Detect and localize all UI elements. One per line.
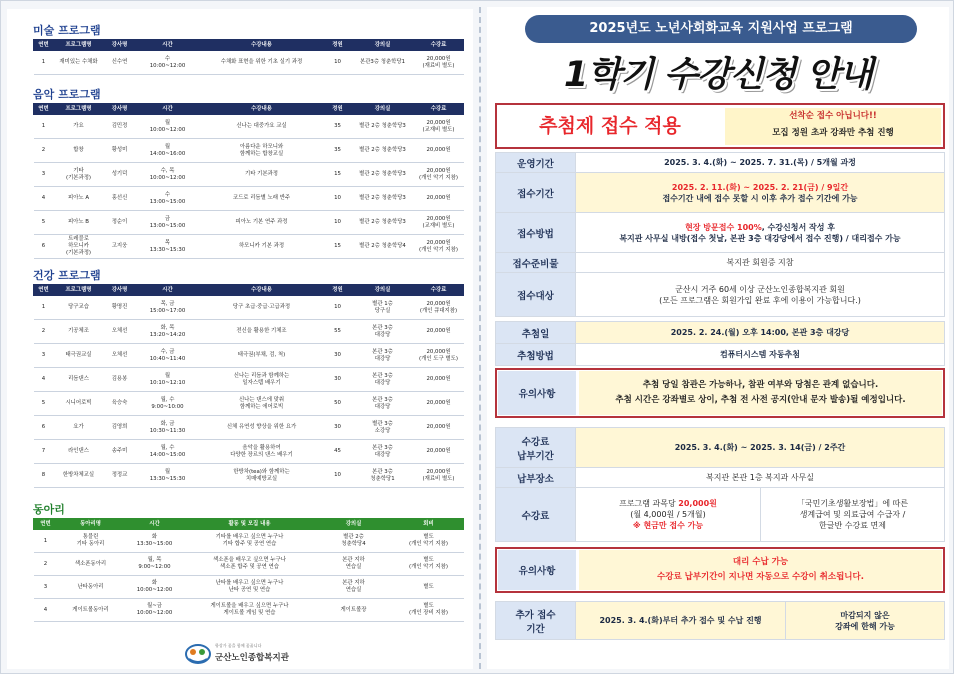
table-cell: 태극권교실 <box>54 344 104 368</box>
table-cell: 월, 목 9:00~12:00 <box>124 553 186 576</box>
table-cell: 황성미 <box>104 139 136 163</box>
table-cell: 오체선 <box>104 344 136 368</box>
extra-period-value: 2025. 3. 4.(화)부터 추가 접수 및 수납 진행 <box>576 602 786 640</box>
table-cell: 가요 <box>54 115 104 139</box>
table-cell: 2 <box>34 139 54 163</box>
music-table <box>33 103 464 259</box>
column-header: 프로그램명 <box>54 104 104 115</box>
notice2-line1: 대리 수납 가능 <box>732 557 789 567</box>
fee-line1: 프로그램 과목당 <box>619 499 679 508</box>
column-header: 강의실 <box>352 104 414 115</box>
table-cell: 한방차(tea)와 함께하는 치매예방교실 <box>200 464 324 488</box>
table-cell: 4 <box>34 368 54 392</box>
table-cell: 오체선 <box>104 320 136 344</box>
table-row <box>34 464 464 488</box>
fee-monthly: (월 4,000원 / 5개월) <box>630 510 706 519</box>
table-cell: 10 <box>324 51 352 75</box>
table-cell: 난타를 배우고 싶으면 누구나 난타 공연 및 연습 <box>186 576 314 599</box>
table-cell: 2 <box>34 320 54 344</box>
table-row <box>34 440 464 464</box>
notice2-line2: 수강료 납부기간이 지나면 자동으로 수강이 취소됩니다. <box>657 572 864 582</box>
column-header: 연번 <box>34 519 58 530</box>
table-cell: 본관 3층 대강당 <box>352 368 414 392</box>
club-table <box>33 518 464 622</box>
table-cell: 30 <box>324 416 352 440</box>
table-row <box>34 51 464 75</box>
table-cell: 황명진 <box>104 296 136 320</box>
table-row <box>34 187 464 211</box>
table-cell: 본관3층 청춘학당1 <box>352 51 414 75</box>
column-header: 강의실 <box>314 519 394 530</box>
raffle-note-line2: 모집 정원 초과 강좌만 추첨 진행 <box>772 128 894 138</box>
info-table-4 <box>495 601 945 640</box>
table-cell: 별관 2층 청춘학당4 <box>314 530 394 553</box>
health-table <box>33 284 464 488</box>
period-value: 2025. 3. 4.(화) ~ 2025. 7. 31.(목) / 5개월 과정 <box>576 153 945 173</box>
table-cell: 20,000원 (개인 악기 지참) <box>414 235 464 259</box>
table-cell: 신나는 댄스에 맞춰 함께하는 에어로빅 <box>200 392 324 416</box>
table-cell: 게이트볼동아리 <box>58 599 124 622</box>
method-line2: 복지관 사무실 내방(접수 첫날, 본관 3층 대강당에서 접수 진행) / 대리접수 가능 <box>619 233 901 243</box>
table-cell: 별관 1층 당구실 <box>352 296 414 320</box>
table-cell: 본관 3층 대강당 <box>352 440 414 464</box>
table-cell: 5 <box>34 392 54 416</box>
table-cell: 4 <box>34 599 58 622</box>
table-cell: 당구교습 <box>54 296 104 320</box>
method-line1: , 수강신청서 작성 후 <box>761 222 835 232</box>
fee-amount: 20,000원 <box>678 499 717 508</box>
table-cell: 월 10:10~12:10 <box>136 368 200 392</box>
table-cell: 50 <box>324 392 352 416</box>
table-cell: 35 <box>324 115 352 139</box>
table-cell: 1 <box>34 530 58 553</box>
fee-cash-note: ※ 현금만 접수 가능 <box>632 521 704 530</box>
table-cell: 본관 지하 연습실 <box>314 576 394 599</box>
table-cell: 본관 지하 연습실 <box>314 553 394 576</box>
column-header: 강의실 <box>352 285 414 296</box>
method-highlight: 현장 방문접수 100% <box>685 222 762 232</box>
table-row <box>34 599 464 622</box>
table-cell: 본관 3층 청춘학당1 <box>352 464 414 488</box>
table-cell: 20,000원 <box>414 139 464 163</box>
table-row <box>34 211 464 235</box>
column-header: 동아리명 <box>58 519 124 530</box>
table-row <box>34 392 464 416</box>
column-header: 시간 <box>136 40 200 51</box>
draw-method-value: 컴퓨터시스템 자동추첨 <box>576 344 945 366</box>
table-cell: 월 13:30~15:30 <box>136 464 200 488</box>
table-row <box>34 416 464 440</box>
table-cell: 라인댄스 <box>54 440 104 464</box>
table-cell: 수채화 표현을 위한 기초 실기 과정 <box>200 51 324 75</box>
table-cell: 별관 2층 청춘학당4 <box>352 235 414 259</box>
column-header: 정원 <box>324 40 352 51</box>
table-cell: 1 <box>34 296 54 320</box>
column-header: 연번 <box>34 40 54 51</box>
extra-period-label: 추가 접수 기간 <box>496 602 576 640</box>
table-cell: 음악을 활용하여 다양한 장르의 댄스 배우기 <box>200 440 324 464</box>
notice2-content <box>579 550 942 590</box>
table-cell: 피아노 A <box>54 187 104 211</box>
method-label: 접수방법 <box>496 213 576 253</box>
logo-name: 군산노인종합복지관 <box>215 653 289 663</box>
payment-place-value: 복지관 본관 1층 복지과 사무실 <box>576 468 945 488</box>
table-cell: 월 10:00~12:00 <box>136 115 200 139</box>
table-cell: 1 <box>34 115 54 139</box>
table-cell: 코드로 리듬별 노래 반주 <box>200 187 324 211</box>
column-header: 강의실 <box>352 40 414 51</box>
table-cell: 10 <box>324 187 352 211</box>
prep-value: 복지관 회원증 지참 <box>576 253 945 273</box>
target-line1: 군산시 거주 60세 이상 군산노인종합복지관 회원 <box>675 284 845 294</box>
table-cell: 본관 3층 대강당 <box>352 320 414 344</box>
table-cell: 목, 금 15:00~17:00 <box>136 296 200 320</box>
health-section-title: 건강 프로그램 <box>33 269 101 282</box>
table-cell: 본관 3층 대강당 <box>352 344 414 368</box>
table-cell: 화 10:00~12:00 <box>124 576 186 599</box>
table-cell: 20,000원 <box>414 320 464 344</box>
table-cell: 수 10:00~12:00 <box>136 51 200 75</box>
column-header: 시간 <box>136 104 200 115</box>
raffle-label: 추첨제 접수 적용 <box>539 115 681 137</box>
table-cell: 55 <box>324 320 352 344</box>
table-cell: 리듬댄스 <box>54 368 104 392</box>
table-cell: 30 <box>324 344 352 368</box>
fee-label: 수강료 <box>496 488 576 542</box>
guide-title: 1학기 수강신청 안내 <box>563 55 873 95</box>
table-cell: 7 <box>34 440 54 464</box>
reception-note: 접수기간 내에 접수 못할 시 이후 추가 접수 기간에 가능 <box>662 193 858 203</box>
table-cell: 별도 (개인 장비 지참) <box>394 599 464 622</box>
table-cell: 신나는 리듬과 함께하는 일자스텝 배우기 <box>200 368 324 392</box>
table-cell: 별관 2층 청춘학당3 <box>352 187 414 211</box>
club-section-title: 동아리 <box>33 503 65 516</box>
table-cell: 10 <box>324 464 352 488</box>
table-cell: 시니어로빅 <box>54 392 104 416</box>
table-row <box>34 344 464 368</box>
column-header: 수강내용 <box>200 285 324 296</box>
table-cell: 한방차체교실 <box>54 464 104 488</box>
column-header: 정원 <box>324 104 352 115</box>
table-cell: 수, 목 10:00~12:00 <box>136 163 200 187</box>
art-section-title: 미술 프로그램 <box>33 24 101 37</box>
table-cell: 월, 수 14:00~15:00 <box>136 440 200 464</box>
raffle-note <box>725 108 941 145</box>
table-cell: 15 <box>324 163 352 187</box>
table-cell: 5 <box>34 211 54 235</box>
target-label: 접수대상 <box>496 273 576 317</box>
column-header: 강사명 <box>104 104 136 115</box>
table-cell: 목 13:30~15:30 <box>136 235 200 259</box>
column-header: 수강료 <box>414 40 464 51</box>
column-header: 수강료 <box>414 104 464 115</box>
table-cell: 전신을 활용한 기체조 <box>200 320 324 344</box>
fee-exempt-line2: 생계급여 및 의료급여 수급자 / <box>799 510 906 519</box>
table-cell: 20,000원 <box>414 392 464 416</box>
table-cell: 별관 2층 청춘학당3 <box>352 211 414 235</box>
table-cell: 신체 유연성 향상을 위한 요가 <box>200 416 324 440</box>
program-list-panel <box>7 9 473 669</box>
table-cell: 10 <box>324 211 352 235</box>
table-cell: 2 <box>34 553 58 576</box>
table-cell: 6 <box>34 235 54 259</box>
table-cell: 트레블로 하모니카 (기본과정) <box>54 235 104 259</box>
table-cell: 색소폰동아리 <box>58 553 124 576</box>
table-cell: 별도 (개인 악기 지참) <box>394 530 464 553</box>
table-cell: 월 14:00~16:00 <box>136 139 200 163</box>
table-cell: 홍선신 <box>104 187 136 211</box>
column-header: 활동 및 모집 내용 <box>186 519 314 530</box>
table-cell: 재미있는 수채화 <box>54 51 104 75</box>
table-cell: 별도 (개인 악기 지참) <box>394 553 464 576</box>
table-cell: 30 <box>324 368 352 392</box>
table-cell: 김영희 <box>104 416 136 440</box>
table-cell: 10 <box>324 296 352 320</box>
table-cell: 정순이 <box>104 211 136 235</box>
table-cell: 수 13:00~15:00 <box>136 187 200 211</box>
table-cell: 35 <box>324 139 352 163</box>
table-cell: 월~금 10:00~12:00 <box>124 599 186 622</box>
table-cell: 통블린 기타 동아리 <box>58 530 124 553</box>
table-cell: 합창 <box>54 139 104 163</box>
column-header: 회비 <box>394 519 464 530</box>
table-row <box>34 368 464 392</box>
column-header: 정원 <box>324 285 352 296</box>
draw-method-label: 추첨방법 <box>496 344 576 366</box>
table-cell: 본관 3층 대강당 <box>352 392 414 416</box>
art-table <box>33 39 464 75</box>
table-cell: 신수연 <box>104 51 136 75</box>
table-cell: 난타동아리 <box>58 576 124 599</box>
column-header: 수강내용 <box>200 40 324 51</box>
table-row <box>34 235 464 259</box>
column-header: 프로그램명 <box>54 40 104 51</box>
table-cell: 요가 <box>54 416 104 440</box>
reception-label: 접수기간 <box>496 173 576 213</box>
extra-period-note: 마감되지 않은 강좌에 한해 가능 <box>786 602 945 640</box>
notice1-content <box>579 371 942 415</box>
table-row <box>34 553 464 576</box>
payment-period-value: 2025. 3. 4.(화) ~ 2025. 3. 14(금) / 2주간 <box>576 428 945 468</box>
table-cell: 20,000원 (교재비 별도) <box>414 211 464 235</box>
info-table-2 <box>495 321 945 366</box>
table-cell: 별관 2층 청춘학당3 <box>352 139 414 163</box>
table-cell: 월, 수 9:00~10:00 <box>136 392 200 416</box>
table-cell: 아름다운 하모니와 함께하는 합창교실 <box>200 139 324 163</box>
draw-date-value: 2025. 2. 24.(월) 오후 14:00, 본관 3층 대강당 <box>576 322 945 344</box>
table-cell: 3 <box>34 163 54 187</box>
table-cell: 피아노 B <box>54 211 104 235</box>
table-cell: 게이트볼장 <box>314 599 394 622</box>
table-cell: 기타를 배우고 싶으면 누구나 기타 합주 및 공연 연습 <box>186 530 314 553</box>
prep-label: 접수준비물 <box>496 253 576 273</box>
info-table-1 <box>495 152 945 317</box>
column-header: 시간 <box>124 519 186 530</box>
table-row <box>34 576 464 599</box>
table-cell: 6 <box>34 416 54 440</box>
table-cell: 수, 금 10:40~11:40 <box>136 344 200 368</box>
table-cell: 육승숙 <box>104 392 136 416</box>
period-label: 운영기간 <box>496 153 576 173</box>
table-cell: 하모니카 기본 과정 <box>200 235 324 259</box>
table-cell: 15 <box>324 235 352 259</box>
notice1-label: 유의사항 <box>498 371 576 415</box>
table-cell: 3 <box>34 576 58 599</box>
table-cell: 별관 2층 청춘학당3 <box>352 163 414 187</box>
table-cell: 송주미 <box>104 440 136 464</box>
table-cell: 신나는 대중가요 교실 <box>200 115 324 139</box>
table-cell: 기타 (기본과정) <box>54 163 104 187</box>
table-cell: 금 13:00~15:00 <box>136 211 200 235</box>
table-cell: 4 <box>34 187 54 211</box>
table-cell: 20,000원 <box>414 368 464 392</box>
table-cell: 화 13:30~15:00 <box>124 530 186 553</box>
logo-tagline: 항상가 꿈을 함께 꿈꿉니다 <box>215 643 262 648</box>
music-section-title: 음악 프로그램 <box>33 88 101 101</box>
table-cell: 20,000원 <box>414 187 464 211</box>
table-cell: 화, 목 13:20~14:20 <box>136 320 200 344</box>
column-header: 강사명 <box>104 40 136 51</box>
table-cell: 당구 초급·중급·고급과정 <box>200 296 324 320</box>
fee-exempt-line3: 한글반 수강료 면제 <box>819 521 886 530</box>
column-header: 수강료 <box>414 285 464 296</box>
column-header: 시간 <box>136 285 200 296</box>
table-cell: 20,000원 (재료비 별도) <box>414 51 464 75</box>
table-cell: 20,000원 (개인 악기 지참) <box>414 163 464 187</box>
table-cell: 별관 2층 청춘학당3 <box>352 115 414 139</box>
notice1-line2: 추첨 시간은 강좌별로 상이, 추첨 전 사전 공지(안내 문자 발송)될 예정입니다. <box>615 395 906 405</box>
table-row <box>34 115 464 139</box>
table-row <box>34 296 464 320</box>
table-cell: 기공체조 <box>54 320 104 344</box>
table-cell: 20,000원 <box>414 440 464 464</box>
table-cell: 태극권(부채, 검, 척) <box>200 344 324 368</box>
table-cell: 3 <box>34 344 54 368</box>
table-row <box>34 530 464 553</box>
center-emblem-icon <box>185 643 211 665</box>
table-cell: 성기덕 <box>104 163 136 187</box>
table-cell: 김민정 <box>104 115 136 139</box>
table-cell: 김용봉 <box>104 368 136 392</box>
table-cell: 정정교 <box>104 464 136 488</box>
target-line2: (모든 프로그램은 회원가입 완료 후에 이용이 가능합니다.) <box>659 295 861 305</box>
raffle-note-line1: 선착순 접수 아닙니다!! <box>789 111 877 121</box>
table-cell: 1 <box>34 51 54 75</box>
notice2-label: 유의사항 <box>498 550 576 590</box>
table-cell: 20,000원 (개인 도구 별도) <box>414 344 464 368</box>
welfare-center-logo <box>185 643 289 665</box>
column-header: 강사명 <box>104 285 136 296</box>
table-cell: 피아노 기본 연주 과정 <box>200 211 324 235</box>
column-header: 연번 <box>34 104 54 115</box>
table-row <box>34 320 464 344</box>
notice1-line1: 추첨 당일 참관은 가능하나, 참관 여부와 당첨은 관계 없습니다. <box>642 380 879 390</box>
table-cell: 화, 금 10:30~11:30 <box>136 416 200 440</box>
table-cell: 기타 기본과정 <box>200 163 324 187</box>
registration-guide-panel <box>487 7 949 669</box>
table-cell: 색소폰을 배우고 싶으면 누구나 색소폰 합주 및 공연 연습 <box>186 553 314 576</box>
table-cell: 20,000원 (재료비 별도) <box>414 464 464 488</box>
table-cell: 45 <box>324 440 352 464</box>
fold-divider <box>479 7 481 669</box>
table-cell: 8 <box>34 464 54 488</box>
reception-period: 2025. 2. 11.(화) ~ 2025. 2. 21(금) / 9일간 <box>671 182 849 192</box>
table-cell: 20,000원 (교재비 별도) <box>414 115 464 139</box>
table-cell: 고지웅 <box>104 235 136 259</box>
table-row <box>34 163 464 187</box>
program-header: 2025년도 노년사회화교육 지원사업 프로그램 <box>525 15 917 43</box>
table-cell: 20,000원 <box>414 416 464 440</box>
payment-period-label: 수강료 납부기간 <box>496 428 576 468</box>
table-cell: 별관 3층 소강당 <box>352 416 414 440</box>
column-header: 프로그램명 <box>54 285 104 296</box>
table-cell: 20,000원 (개인 큐대지참) <box>414 296 464 320</box>
column-header: 연번 <box>34 285 54 296</box>
info-table-3 <box>495 427 945 542</box>
column-header: 수강내용 <box>200 104 324 115</box>
payment-place-label: 납부장소 <box>496 468 576 488</box>
table-cell: 별도 <box>394 576 464 599</box>
draw-date-label: 추첨일 <box>496 322 576 344</box>
table-cell: 게이트볼을 배우고 싶으면 누구나 게이트볼 게임 및 연습 <box>186 599 314 622</box>
fee-exempt-line1: 「국민기초생활보장법」에 따른 <box>796 499 909 508</box>
table-row <box>34 139 464 163</box>
